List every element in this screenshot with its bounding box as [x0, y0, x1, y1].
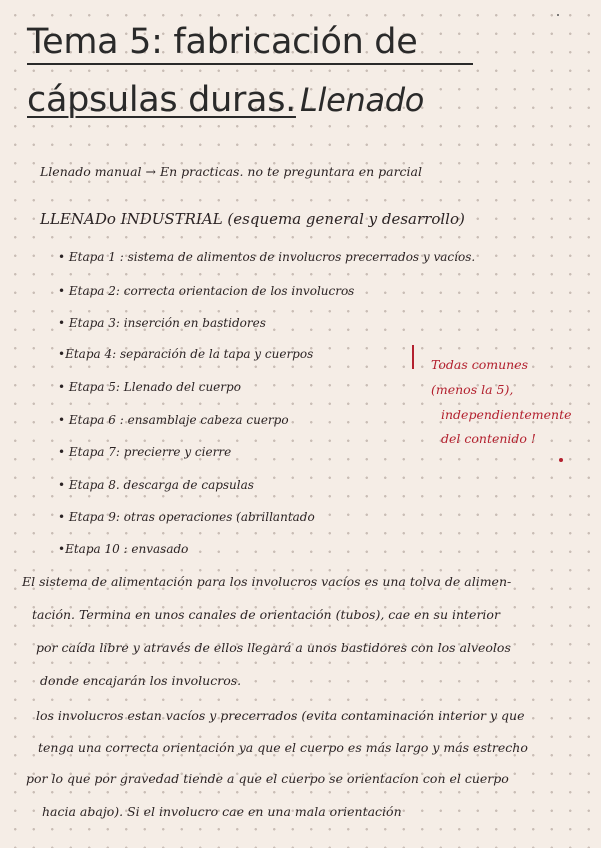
intro-note: Llenado manual → En practicas. no te preguntara en parcial — [40, 164, 422, 179]
stage-item: • Etapa 8. descarga de capsulas — [58, 478, 254, 492]
corner-dot — [557, 14, 559, 16]
side-note-line: Todas comunes — [431, 357, 529, 372]
stage-item: •Etapa 4: separación de la tapa y cuerpos — [58, 347, 314, 361]
annotation-bracket — [412, 345, 417, 369]
paragraph-line: por lo que por gravedad tiende a que el cuerpo se orientacion con el cuerpo — [26, 771, 509, 786]
side-note-line: (menos la 5), — [431, 382, 514, 397]
paragraph-line: por caída libre y através de ellos llegará a unos bastidores con los alveolos — [36, 640, 511, 655]
stage-item: •Etapa 10 : envasado — [58, 542, 189, 556]
section-heading: LLENADo INDUSTRIAL (esquema general y desarrollo) — [40, 210, 465, 228]
side-note-line: independientemente — [441, 407, 572, 422]
paragraph-line: los involucros estan vacíos y precerrados (evita contaminación interior y que — [36, 708, 525, 723]
page-title-line2 — [27, 80, 424, 120]
stage-item: • Etapa 6 : ensamblaje cabeza cuerpo — [58, 413, 289, 427]
paragraph-line: tenga una correcta orientación ya que el cuerpo es más largo y más estrecho — [38, 740, 528, 755]
paragraph-line: donde encajarán los involucros. — [40, 673, 242, 688]
page-title-line1: Tema 5: fabricación de — [27, 22, 473, 65]
stage-item: • Etapa 2: correcta orientacion de los involucros — [58, 284, 355, 298]
red-dot — [559, 458, 563, 462]
stage-item: • Etapa 9: otras operaciones (abrillantado — [58, 510, 315, 524]
paragraph-line: hacia abajo). Si el involucro cae en una mala orientación — [42, 804, 402, 819]
stage-item: • Etapa 5: Llenado del cuerpo — [58, 380, 241, 394]
stage-item: • Etapa 7: precierre y cierre — [58, 445, 232, 459]
paragraph-line: El sistema de alimentación para los involucros vacíos es una tolva de alimen- — [22, 574, 512, 589]
side-note-line: del contenido ! — [441, 431, 536, 446]
stage-item: • Etapa 1 : sistema de alimentos de involucros precerrados y vacíos. — [58, 250, 476, 264]
page-title-subtitle: Llenado — [299, 81, 425, 119]
page-title-main: cápsulas duras. — [27, 80, 296, 120]
paragraph-line: tación. Termina en unos canales de orientación (tubos), cae en su interior — [32, 607, 500, 622]
stage-item: • Etapa 3: inserción en bastidores — [58, 316, 266, 330]
